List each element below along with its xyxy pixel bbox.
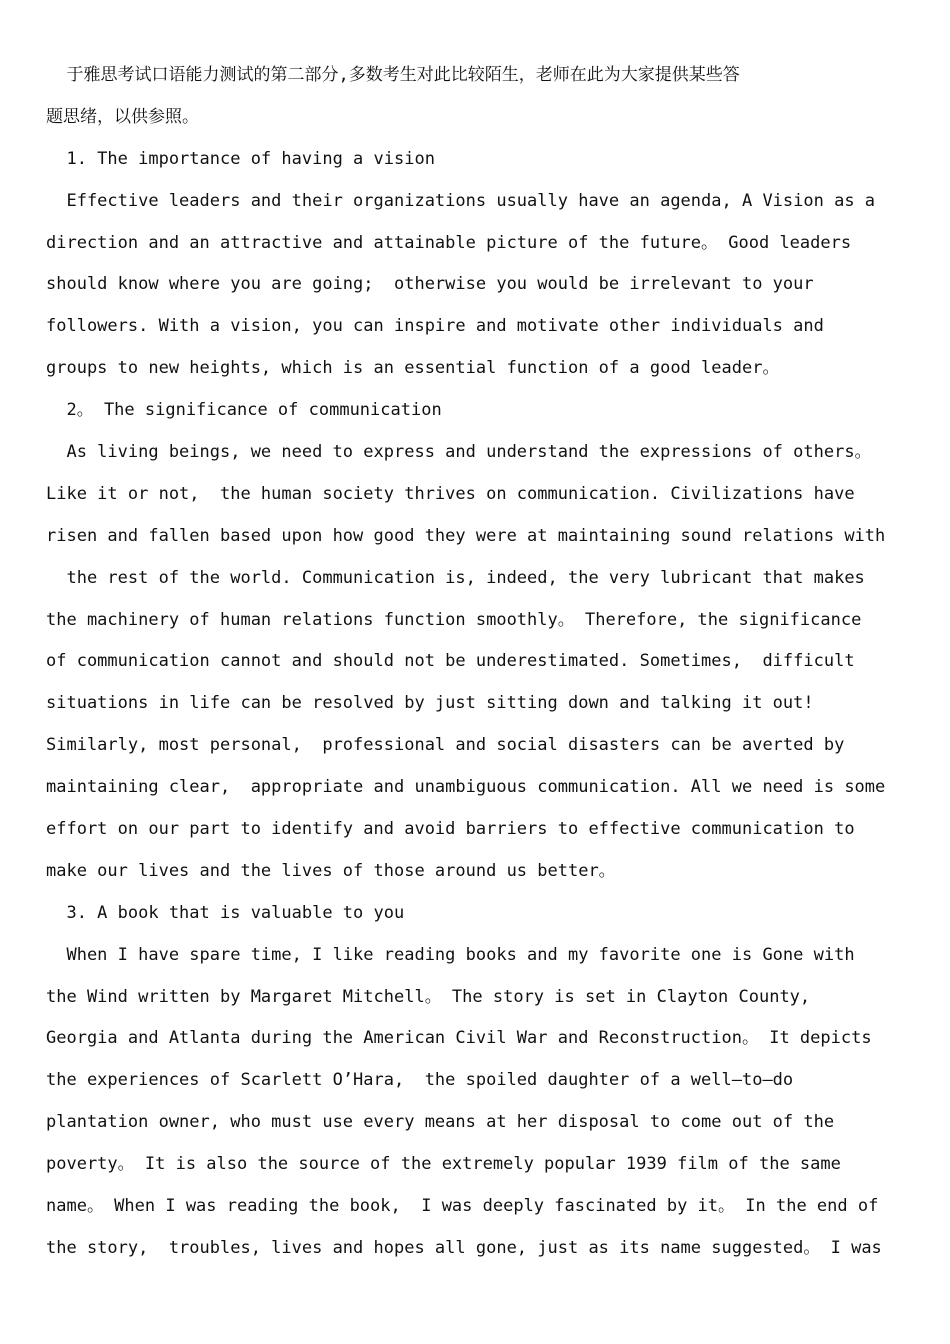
text-line: name。 When I was reading the book, I was deeply fascinated by it。 In the end of [46,1196,879,1217]
text-line: risen and fallen based upon how good they were at maintaining sound relations with [46,525,886,546]
text-line: the experiences of Scarlett O’Hara, the spoiled daughter of a well—to—do [46,1070,794,1091]
text-line: Similarly, most personal, professional and social disasters can be averted by [46,735,845,756]
text-line: plantation owner, who must use every means at her disposal to come out of the [46,1112,835,1133]
text-line: Effective leaders and their organizations usually have an agenda, A Vision as a [46,190,876,211]
text-line: maintaining clear, appropriate and unambiguous communication. All we need is some [46,777,886,798]
text-line: When I have spare time, I like reading books and my favorite one is Gone with [46,944,855,965]
text-line: of communication cannot and should not be underestimated. Sometimes, difficult [46,651,855,672]
text-line: followers. With a vision, you can inspire and motivate other individuals and [46,316,824,337]
text-line: make our lives and the lives of those around us better。 [46,860,616,881]
text-line: direction and an attractive and attainable picture of the future。 Good leaders [46,232,852,253]
text-line: As living beings, we need to express and understand the expressions of others。 [46,442,872,463]
text-line: the machinery of human relations function smoothly。 Therefore, the significance [46,609,862,630]
section-heading-1: 1. The importance of having a vision [46,148,435,169]
text-line: situations in life can be resolved by just sitting down and talking it out! [46,693,814,714]
text-line: effort on our part to identify and avoid barriers to effective communication to [46,819,855,840]
text-line: the story, troubles, lives and hopes all gone, just as its name suggested。 I was [46,1237,882,1258]
text-line: groups to new heights, which is an essential function of a good leader。 [46,358,780,379]
section-heading-2: 2。 The significance of communication [46,400,442,421]
text-line: 题思绪，以供参照。 [46,106,199,127]
text-line: Georgia and Atlanta during the American Civil War and Reconstruction。 It depicts [46,1028,872,1049]
section-heading-3: 3. A book that is valuable to you [46,902,405,923]
text-line: 于雅思考试口语能力测试的第二部分,多数考生对此比较陌生，老师在此为大家提供某些答 [46,65,740,85]
text-line: Like it or not, the human society thrives on communication. Civilizations have [46,483,855,504]
text-line: the Wind written by Margaret Mitchell。 The story is set in Clayton County, [46,986,811,1007]
text-line: the rest of the world. Communication is, indeed, the very lubricant that makes [46,567,865,588]
text-line: should know where you are going; otherwise you would be irrelevant to your [46,274,814,295]
text-line: poverty。 It is also the source of the extremely popular 1939 film of the same [46,1154,841,1175]
